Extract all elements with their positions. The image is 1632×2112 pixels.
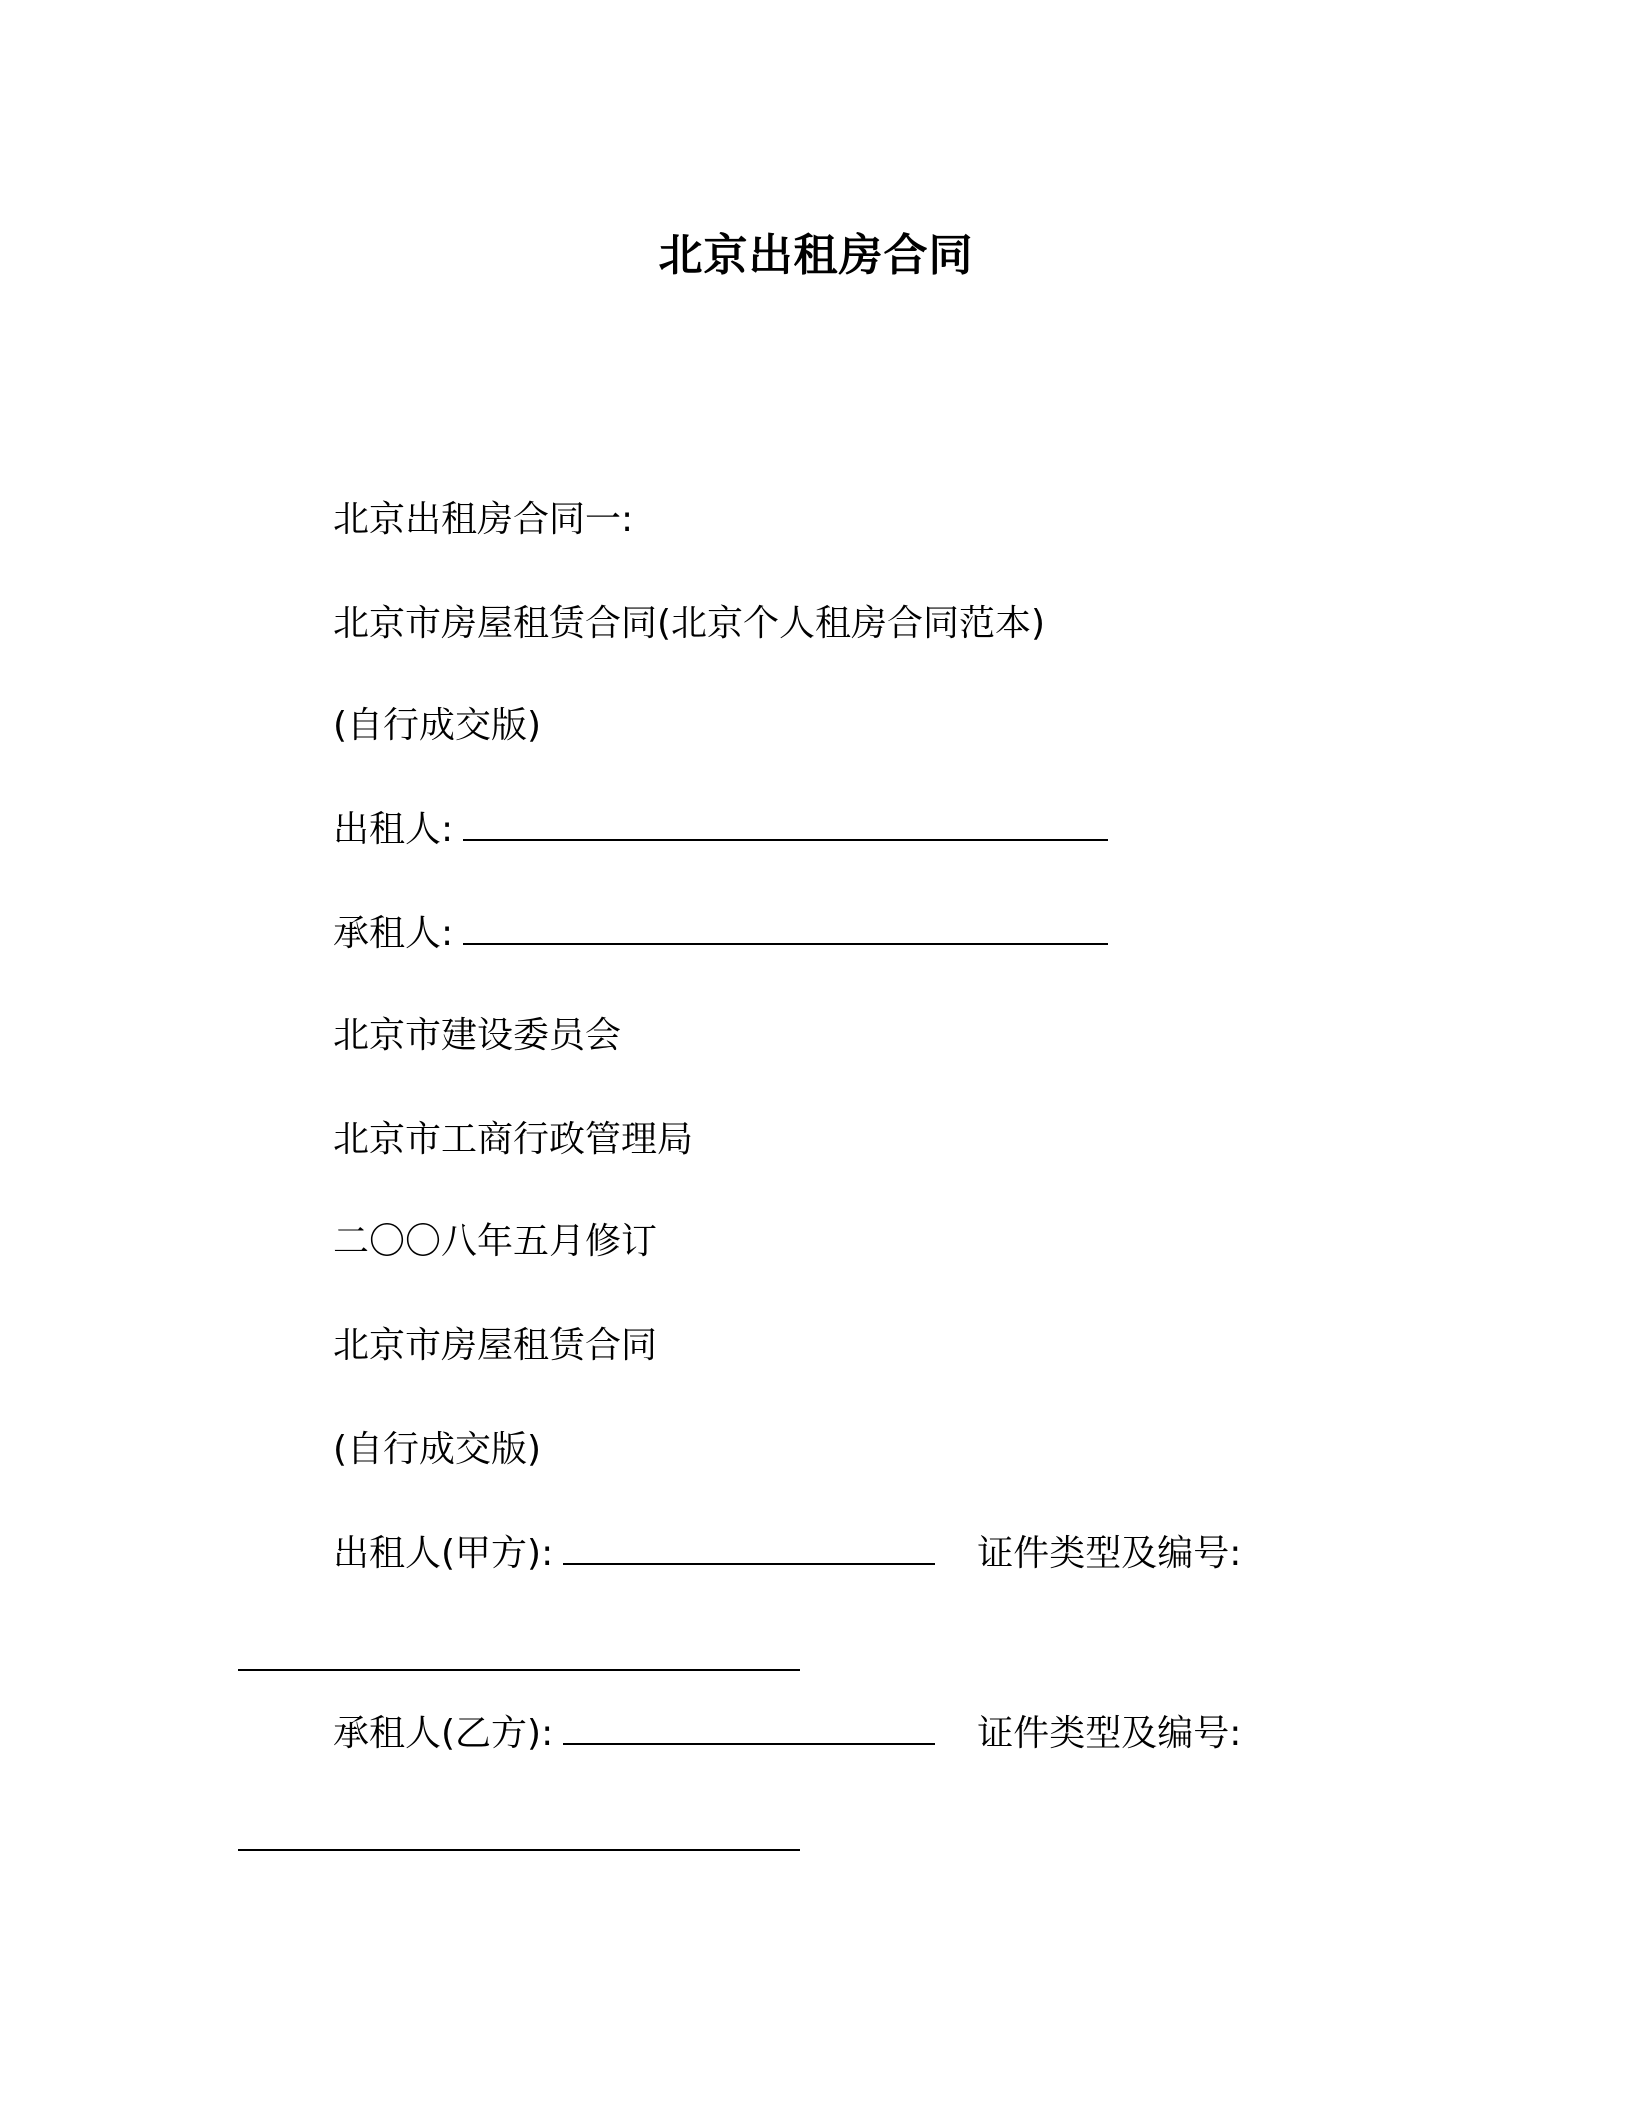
party-a-id-label: 证件类型及编号: [977,1533,1242,1574]
party-b-id-blank[interactable] [238,1847,800,1851]
edition-note-2: (自行成交版) [333,1429,542,1470]
party-b-line [333,1710,1241,1758]
document-title: 北京出租房合同 [658,230,974,281]
party-b-id-line [238,1816,800,1864]
party-a-id-blank[interactable] [238,1667,800,1671]
party-b-blank[interactable] [563,1741,935,1745]
party-a-line [333,1530,1241,1578]
edition-note: (自行成交版) [333,705,542,746]
party-a-blank[interactable] [563,1561,935,1565]
lessee-blank[interactable] [463,941,1108,945]
lessor-label: 出租人: [333,809,454,850]
party-a-id-line [238,1636,800,1684]
section-heading: 北京出租房合同一: [333,499,634,540]
contract-subtitle: 北京市房屋租赁合同(北京个人租房合同范本) [333,603,1046,644]
lessor-blank[interactable] [463,837,1108,841]
lessee-label: 承租人: [333,913,454,954]
lessor-line [333,806,1108,854]
lessee-line [333,910,1108,958]
party-b-id-label: 证件类型及编号: [977,1713,1242,1754]
issuer-industry-commerce-bureau: 北京市工商行政管理局 [333,1119,694,1160]
issuer-construction-committee: 北京市建设委员会 [333,1015,622,1056]
contract-name: 北京市房屋租赁合同 [333,1325,658,1366]
party-b-label: 承租人(乙方): [333,1713,554,1754]
revision-date: 二〇〇八年五月修订 [333,1221,658,1262]
party-a-label: 出租人(甲方): [333,1533,554,1574]
